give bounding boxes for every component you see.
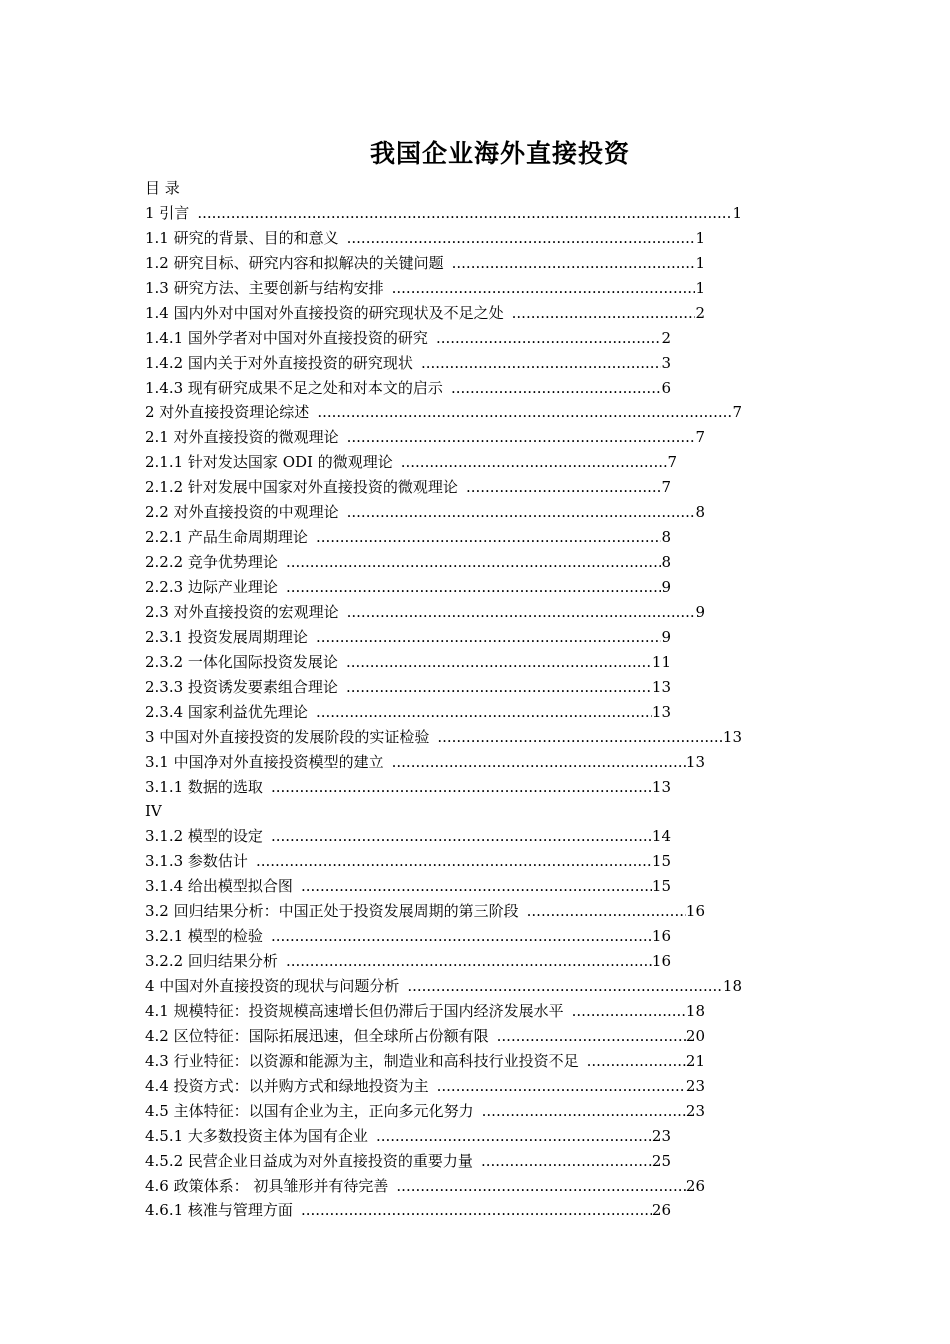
toc-entry-page-number: 15 [651,852,671,871]
dot-leader [346,650,652,675]
toc-entry[interactable] [145,475,671,500]
toc-entry[interactable] [145,1174,705,1199]
toc-entry-label: 2.2 对外直接投资的中观理论 [145,503,339,522]
toc-entry-label: 2.3.4 国家利益优先理论 [145,702,308,721]
toc-entry[interactable] [145,949,671,974]
toc-entry-label: 2.1 对外直接投资的微观理论 [145,428,339,447]
toc-entry-page-number: 9 [695,602,705,621]
toc-entry[interactable] [145,874,671,899]
toc-entry-page-number: 1 [695,278,705,297]
toc-entry-label: 3.1.2 模型的设定 [145,827,263,846]
toc-entry-page-number: 2 [695,303,705,322]
toc-entry[interactable] [145,301,705,326]
toc-entry-label: 1.3 研究方法、主要创新与结构安排 [145,278,384,297]
toc-entry-page-number: 1 [695,228,705,247]
toc-entry[interactable] [145,849,671,874]
dot-leader [437,725,723,750]
toc-entry-page-number: 7 [667,453,677,472]
toc-entry-label: 1.4.3 现有研究成果不足之处和对本文的启示 [145,378,443,397]
dot-leader [316,700,652,725]
toc-entry[interactable] [145,251,705,276]
toc-entry-label: 4.4 投资方式：以并购方式和绿地投资为主 [145,1076,429,1095]
dot-leader [437,1074,686,1099]
toc-entry[interactable] [145,999,705,1024]
toc-entry[interactable] [145,899,705,924]
toc-entry-page-number: 13 [651,777,671,796]
dot-leader [451,376,662,401]
dot-leader [347,600,696,625]
toc-entry[interactable] [145,700,671,725]
toc-entry-page-number: 15 [651,877,671,896]
toc-entry-label: 2.3.1 投资发展周期理论 [145,627,308,646]
toc-entry-page-number: 1 [732,203,742,222]
toc-entry-label: 2.3.2 一体化国际投资发展论 [145,652,338,671]
toc-entry[interactable] [145,1124,671,1149]
document-title: 我国企业海外直接投资 [369,139,630,168]
toc-entry-page-number: 23 [685,1076,705,1095]
toc-entry[interactable] [145,600,705,625]
toc-entry-label: 2.3 对外直接投资的宏观理论 [145,602,339,621]
toc-entry-page-number: 13 [685,752,705,771]
dot-leader [271,824,652,849]
toc-entry-label: 2.1.1 针对发达国家 ODI 的微观理论 [145,453,393,472]
toc-entry-label: 4.2 区位特征：国际拓展迅速，但全球所占份额有限 [145,1026,489,1045]
toc-entry-label: 1.2 研究目标、研究内容和拟解决的关键问题 [145,253,444,272]
toc-entry[interactable] [145,425,705,450]
dot-leader [316,525,662,550]
toc-entry-page-number: 18 [685,1001,705,1020]
dot-leader [512,301,696,326]
toc-entry[interactable] [145,750,705,775]
dot-leader [317,400,732,425]
toc-entry[interactable] [145,1074,705,1099]
toc-entry-page-number: 16 [651,952,671,971]
toc-entry-label: 4 中国对外直接投资的现状与问题分析 [145,977,400,995]
dot-leader [497,1024,686,1049]
toc-entry-page-number: 7 [695,428,705,447]
toc-entry-label: 1.4.1 国外学者对中国对外直接投资的研究 [145,328,428,347]
toc-entry[interactable] [145,1198,671,1223]
dot-leader [527,899,686,924]
dot-leader [407,974,723,999]
dot-leader [421,351,662,376]
toc-entry[interactable] [145,351,671,376]
toc-entry-page-number: 2 [661,328,671,347]
toc-entries [145,201,765,1223]
toc-entry-page-number: 21 [685,1051,705,1070]
toc-entry-label: 3.2.1 模型的检验 [145,927,263,946]
toc-entry[interactable] [145,550,671,575]
toc-entry-page-number: 13 [722,727,742,746]
dot-leader [286,550,662,575]
toc-entry-page-number: 1 [695,253,705,272]
dot-leader [466,475,662,500]
toc-entry[interactable] [145,276,705,301]
toc-entry[interactable] [145,525,671,550]
dot-leader [301,874,652,899]
toc-entry-page-number: 16 [685,902,705,921]
dot-leader [452,251,696,276]
dot-leader [572,999,686,1024]
toc-entry[interactable] [145,650,671,675]
toc-entry[interactable] [145,675,671,700]
toc-entry-page-number: 26 [651,1201,671,1220]
toc-entry-page-number: 16 [651,927,671,946]
toc-entry-label: 4.5 主体特征：以国有企业为主，正向多元化努力 [145,1101,474,1120]
table-of-contents [145,176,765,1223]
toc-entry-page-number: 20 [685,1026,705,1045]
toc-entry[interactable] [145,1049,705,1074]
toc-entry-page-number: 11 [651,652,671,671]
toc-entry-page-number: 23 [651,1126,671,1145]
toc-entry-label: IV [145,802,162,821]
toc-entry-label: 3.1.1 数据的选取 [145,777,263,796]
toc-entry[interactable] [145,450,677,475]
toc-entry-page-number: 8 [695,503,705,522]
toc-entry-label: 3.1 中国净对外直接投资模型的建立 [145,752,384,771]
dot-leader [256,849,652,874]
dot-leader [347,226,696,251]
toc-entry-page-number: 9 [661,578,671,596]
toc-entry[interactable] [145,1024,705,1049]
toc-entry-page-number: 13 [651,702,671,721]
toc-entry-page-number: 3 [661,353,671,372]
dot-leader [481,1149,652,1174]
toc-entry[interactable] [145,575,671,600]
toc-entry-page-number: 23 [685,1101,705,1120]
toc-entry-page-number: 7 [661,478,671,497]
toc-entry-page-number: 9 [661,627,671,646]
toc-entry[interactable] [145,201,742,226]
dot-leader [347,500,696,525]
toc-entry-label: 4.3 行业特征：以资源和能源为主，制造业和高科技行业投资不足 [145,1051,579,1070]
toc-entry[interactable] [145,924,671,949]
toc-entry-label: 4.1 规模特征：投资规模高速增长但仍滞后于国内经济发展水平 [145,1001,564,1020]
toc-entry-page-number: 6 [661,378,671,397]
dot-leader [401,450,668,475]
toc-entry-label: 4.6 政策体系： 初具雏形并有待完善 [145,1176,389,1195]
dot-leader [271,924,652,949]
toc-entry[interactable] [145,625,671,650]
toc-entry-page-number: 26 [685,1176,705,1195]
dot-leader [347,425,696,450]
toc-entry[interactable] [145,799,765,824]
toc-entry-page-number: 14 [651,827,671,846]
toc-entry-label: 1.1 研究的背景、目的和意义 [145,228,339,247]
toc-entry-label: 2.3.3 投资诱发要素组合理论 [145,677,338,696]
dot-leader [346,675,652,700]
dot-leader [396,1174,686,1199]
toc-entry[interactable] [145,400,742,425]
toc-entry[interactable] [145,1149,671,1174]
toc-heading: 目 录 [145,179,180,197]
toc-entry-page-number: 13 [651,677,671,696]
dot-leader [271,775,652,800]
toc-entry-page-number: 8 [661,553,671,572]
dot-leader [301,1198,652,1223]
toc-entry-page-number: 25 [651,1151,671,1170]
toc-entry-label: 1.4 国内外对中国对外直接投资的研究现状及不足之处 [145,303,504,322]
dot-leader [392,276,696,301]
toc-entry[interactable] [145,824,671,849]
toc-entry-label: 2.2.3 边际产业理论 [145,578,278,596]
toc-entry-label: 3.2 回归结果分析：中国正处于投资发展周期的第三阶段 [145,902,519,921]
toc-entry-label: 3 中国对外直接投资的发展阶段的实证检验 [145,727,430,746]
dot-leader [316,625,662,650]
toc-entry[interactable] [145,1099,705,1124]
toc-entry-label: 2.1.2 针对发展中国家对外直接投资的微观理论 [145,478,458,497]
toc-entry[interactable] [145,775,671,800]
dot-leader [587,1049,686,1074]
toc-entry-label: 2.2.1 产品生命周期理论 [145,528,308,547]
toc-entry-page-number: 7 [732,403,742,422]
toc-entry[interactable] [145,725,742,750]
toc-entry-label: 2.2.2 竞争优势理论 [145,553,278,572]
toc-entry-label: 4.6.1 核准与管理方面 [145,1201,293,1220]
toc-entry[interactable] [145,326,671,351]
dot-leader [286,575,662,600]
toc-entry-label: 4.5.1 大多数投资主体为国有企业 [145,1126,368,1145]
toc-entry-page-number: 18 [722,977,742,995]
dot-leader [482,1099,686,1124]
toc-entry[interactable] [145,500,705,525]
toc-entry[interactable] [145,376,671,401]
toc-entry-label: 3.2.2 回归结果分析 [145,952,278,971]
toc-entry-label: 2 对外直接投资理论综述 [145,403,310,422]
dot-leader [197,201,732,226]
toc-entry-label: 1.4.2 国内关于对外直接投资的研究现状 [145,353,413,372]
toc-entry-label: 3.1.4 给出模型拟合图 [145,877,293,896]
toc-entry-label: 1 引言 [145,203,190,222]
dot-leader [376,1124,652,1149]
toc-entry[interactable] [145,226,705,251]
dot-leader [286,949,652,974]
dot-leader [392,750,686,775]
toc-entry-label: 4.5.2 民营企业日益成为对外直接投资的重要力量 [145,1151,473,1170]
dot-leader [436,326,662,351]
toc-entry[interactable] [145,974,742,999]
toc-entry-page-number: 8 [661,528,671,547]
toc-entry-label: 3.1.3 参数估计 [145,852,248,871]
